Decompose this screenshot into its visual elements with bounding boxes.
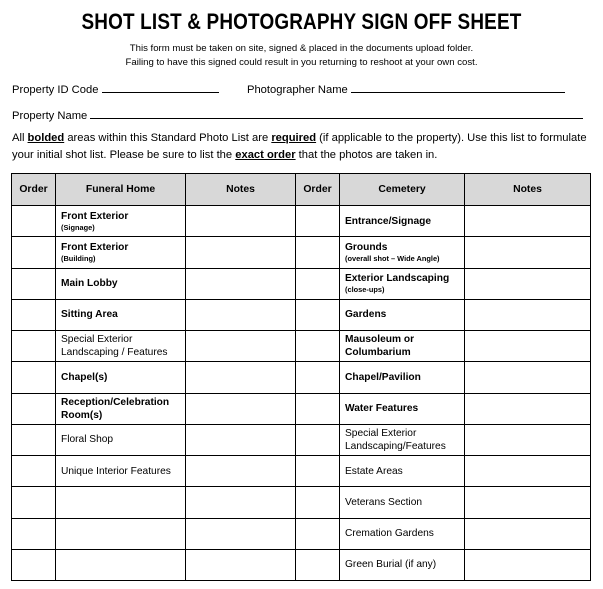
cemetery-item-cell	[340, 299, 465, 330]
funeral-notes-cell[interactable]	[186, 487, 296, 518]
funeral-notes-cell[interactable]	[186, 393, 296, 424]
funeral-order-cell[interactable]	[12, 206, 56, 237]
cemetery-order-cell[interactable]	[296, 518, 340, 549]
instr-exact-order: exact order	[235, 149, 296, 161]
cemetery-item-cell	[340, 331, 465, 362]
funeral-item-cell	[56, 518, 186, 549]
cemetery-item-label: Estate Areas	[345, 465, 403, 477]
header-order-2: Order	[296, 174, 340, 206]
cemetery-item-label: Cremation Gardens	[345, 528, 434, 540]
funeral-item-label: Chapel(s)	[61, 371, 108, 383]
funeral-item-cell	[56, 456, 186, 487]
funeral-item-cell	[56, 237, 186, 268]
funeral-item-label: Sitting Area	[61, 309, 118, 321]
instr-bolded: bolded	[27, 132, 65, 144]
table-row	[12, 456, 591, 487]
property-name-blank[interactable]	[90, 107, 583, 119]
funeral-notes-cell[interactable]	[186, 237, 296, 268]
cemetery-item-cell	[340, 456, 465, 487]
cemetery-item-label: Mausoleum or Columbarium	[345, 334, 415, 359]
property-name-label: Property Name	[12, 110, 88, 122]
instr-required: required	[271, 132, 317, 144]
funeral-notes-cell[interactable]	[186, 518, 296, 549]
header-cemetery: Cemetery	[340, 174, 465, 206]
cemetery-item-label: Gardens	[345, 309, 387, 321]
table-row	[12, 518, 591, 549]
cemetery-item-label: Special Exterior Landscaping/Features	[345, 427, 446, 452]
photographer-field	[247, 81, 565, 96]
header-funeral-home: Funeral Home	[56, 174, 186, 206]
cemetery-order-cell[interactable]	[296, 237, 340, 268]
cemetery-item-label: Green Burial (if any)	[345, 559, 437, 571]
table-row	[12, 237, 591, 268]
header-notes-1: Notes	[186, 174, 296, 206]
table-row	[12, 487, 591, 518]
cemetery-item-cell	[340, 487, 465, 518]
funeral-notes-cell[interactable]	[186, 299, 296, 330]
cemetery-item-cell	[340, 424, 465, 455]
table-row	[12, 268, 591, 299]
cemetery-notes-cell[interactable]	[465, 424, 591, 455]
cemetery-notes-cell[interactable]	[465, 206, 591, 237]
instr-text-3: (if applicable to the property). Use this list to formulate your initial shot list. Please be sure to list the	[12, 132, 587, 161]
funeral-item-label: Unique Interior Features	[61, 465, 171, 477]
cemetery-item-label: Exterior Landscaping	[345, 273, 450, 285]
property-id-blank[interactable]	[102, 81, 219, 93]
page-title: SHOT LIST & PHOTOGRAPHY SIGN OFF SHEET	[81, 9, 522, 34]
cemetery-item-cell	[340, 206, 465, 237]
funeral-order-cell[interactable]	[12, 424, 56, 455]
funeral-order-cell[interactable]	[12, 268, 56, 299]
funeral-notes-cell[interactable]	[186, 206, 296, 237]
cemetery-notes-cell[interactable]	[465, 487, 591, 518]
cemetery-order-cell[interactable]	[296, 487, 340, 518]
funeral-item-label: Front Exterior	[61, 241, 129, 253]
cemetery-notes-cell[interactable]	[465, 393, 591, 424]
property-id-field	[12, 81, 219, 96]
cemetery-item-cell	[340, 362, 465, 393]
photographer-label: Photographer Name	[247, 84, 348, 96]
cemetery-order-cell[interactable]	[296, 424, 340, 455]
cemetery-order-cell[interactable]	[296, 549, 340, 580]
cemetery-order-cell[interactable]	[296, 456, 340, 487]
funeral-order-cell[interactable]	[12, 487, 56, 518]
funeral-order-cell[interactable]	[12, 299, 56, 330]
cemetery-notes-cell[interactable]	[465, 299, 591, 330]
funeral-item-cell	[56, 299, 186, 330]
table-row	[12, 549, 591, 580]
cemetery-item-label: Water Features	[345, 403, 419, 415]
funeral-item-note: (Signage)	[61, 222, 95, 232]
funeral-notes-cell[interactable]	[186, 331, 296, 362]
funeral-item-cell	[56, 331, 186, 362]
cemetery-order-cell[interactable]	[296, 362, 340, 393]
cemetery-item-cell	[340, 549, 465, 580]
funeral-order-cell[interactable]	[12, 393, 56, 424]
cemetery-item-cell	[340, 393, 465, 424]
table-row	[12, 424, 591, 455]
table-row	[12, 362, 591, 393]
funeral-item-cell	[56, 549, 186, 580]
funeral-order-cell[interactable]	[12, 237, 56, 268]
funeral-item-label: Reception/Celebration Room(s)	[61, 396, 170, 421]
funeral-item-cell	[56, 424, 186, 455]
funeral-item-cell	[56, 362, 186, 393]
funeral-notes-cell[interactable]	[186, 424, 296, 455]
instr-text-4: that the photos are taken in.	[295, 149, 438, 161]
cemetery-notes-cell[interactable]	[465, 331, 591, 362]
cemetery-notes-cell[interactable]	[465, 237, 591, 268]
table-header-row	[12, 174, 591, 206]
funeral-item-note: (Building)	[61, 253, 96, 263]
header-order-1: Order	[12, 174, 56, 206]
property-id-label: Property ID Code	[12, 84, 99, 96]
table-row	[12, 393, 591, 424]
cemetery-order-cell[interactable]	[296, 206, 340, 237]
cemetery-item-cell	[340, 237, 465, 268]
funeral-order-cell[interactable]	[12, 549, 56, 580]
cemetery-item-note: (overall shot – Wide Angle)	[345, 253, 440, 263]
cemetery-order-cell[interactable]	[296, 331, 340, 362]
cemetery-item-label: Entrance/Signage	[345, 215, 432, 227]
funeral-notes-cell[interactable]	[186, 456, 296, 487]
funeral-item-cell	[56, 393, 186, 424]
cemetery-item-cell	[340, 518, 465, 549]
cemetery-item-cell	[340, 268, 465, 299]
funeral-item-label: Special Exterior Landscaping / Features	[61, 334, 168, 359]
instr-text-2: areas within this Standard Photo List are	[64, 132, 272, 144]
cemetery-order-cell[interactable]	[296, 393, 340, 424]
table-row	[12, 206, 591, 237]
shot-list-table	[11, 173, 591, 581]
funeral-item-cell	[56, 206, 186, 237]
funeral-order-cell[interactable]	[12, 362, 56, 393]
funeral-notes-cell[interactable]	[186, 549, 296, 580]
cemetery-notes-cell[interactable]	[465, 456, 591, 487]
table-row	[12, 331, 591, 362]
cemetery-order-cell[interactable]	[296, 268, 340, 299]
cemetery-notes-cell[interactable]	[465, 518, 591, 549]
funeral-notes-cell[interactable]	[186, 268, 296, 299]
photographer-blank[interactable]	[351, 81, 565, 93]
header-notes-2: Notes	[465, 174, 591, 206]
funeral-order-cell[interactable]	[12, 518, 56, 549]
cemetery-order-cell[interactable]	[296, 299, 340, 330]
cemetery-notes-cell[interactable]	[465, 268, 591, 299]
funeral-order-cell[interactable]	[12, 331, 56, 362]
cemetery-item-label: Grounds	[345, 241, 388, 253]
funeral-item-label: Floral Shop	[61, 434, 114, 446]
cemetery-item-label: Veterans Section	[345, 496, 423, 508]
instr-text-1: All	[12, 132, 28, 144]
funeral-item-label: Main Lobby	[61, 278, 118, 290]
cemetery-notes-cell[interactable]	[465, 362, 591, 393]
cemetery-item-label: Chapel/Pavilion	[345, 371, 421, 383]
funeral-notes-cell[interactable]	[186, 362, 296, 393]
subtitle-line-1: This form must be taken on site, signed & placed in the documents upload folder.	[129, 43, 474, 54]
subtitle-line-2: Failing to have this signed could result in you returning to reshoot at your own cost.	[125, 57, 478, 68]
cemetery-notes-cell[interactable]	[465, 549, 591, 580]
table-row	[12, 299, 591, 330]
cemetery-item-note: (close-ups)	[345, 285, 385, 295]
property-name-field	[12, 107, 583, 122]
funeral-item-cell	[56, 487, 186, 518]
instructions	[12, 130, 597, 164]
funeral-item-cell	[56, 268, 186, 299]
funeral-item-label: Front Exterior	[61, 210, 129, 222]
funeral-order-cell[interactable]	[12, 456, 56, 487]
